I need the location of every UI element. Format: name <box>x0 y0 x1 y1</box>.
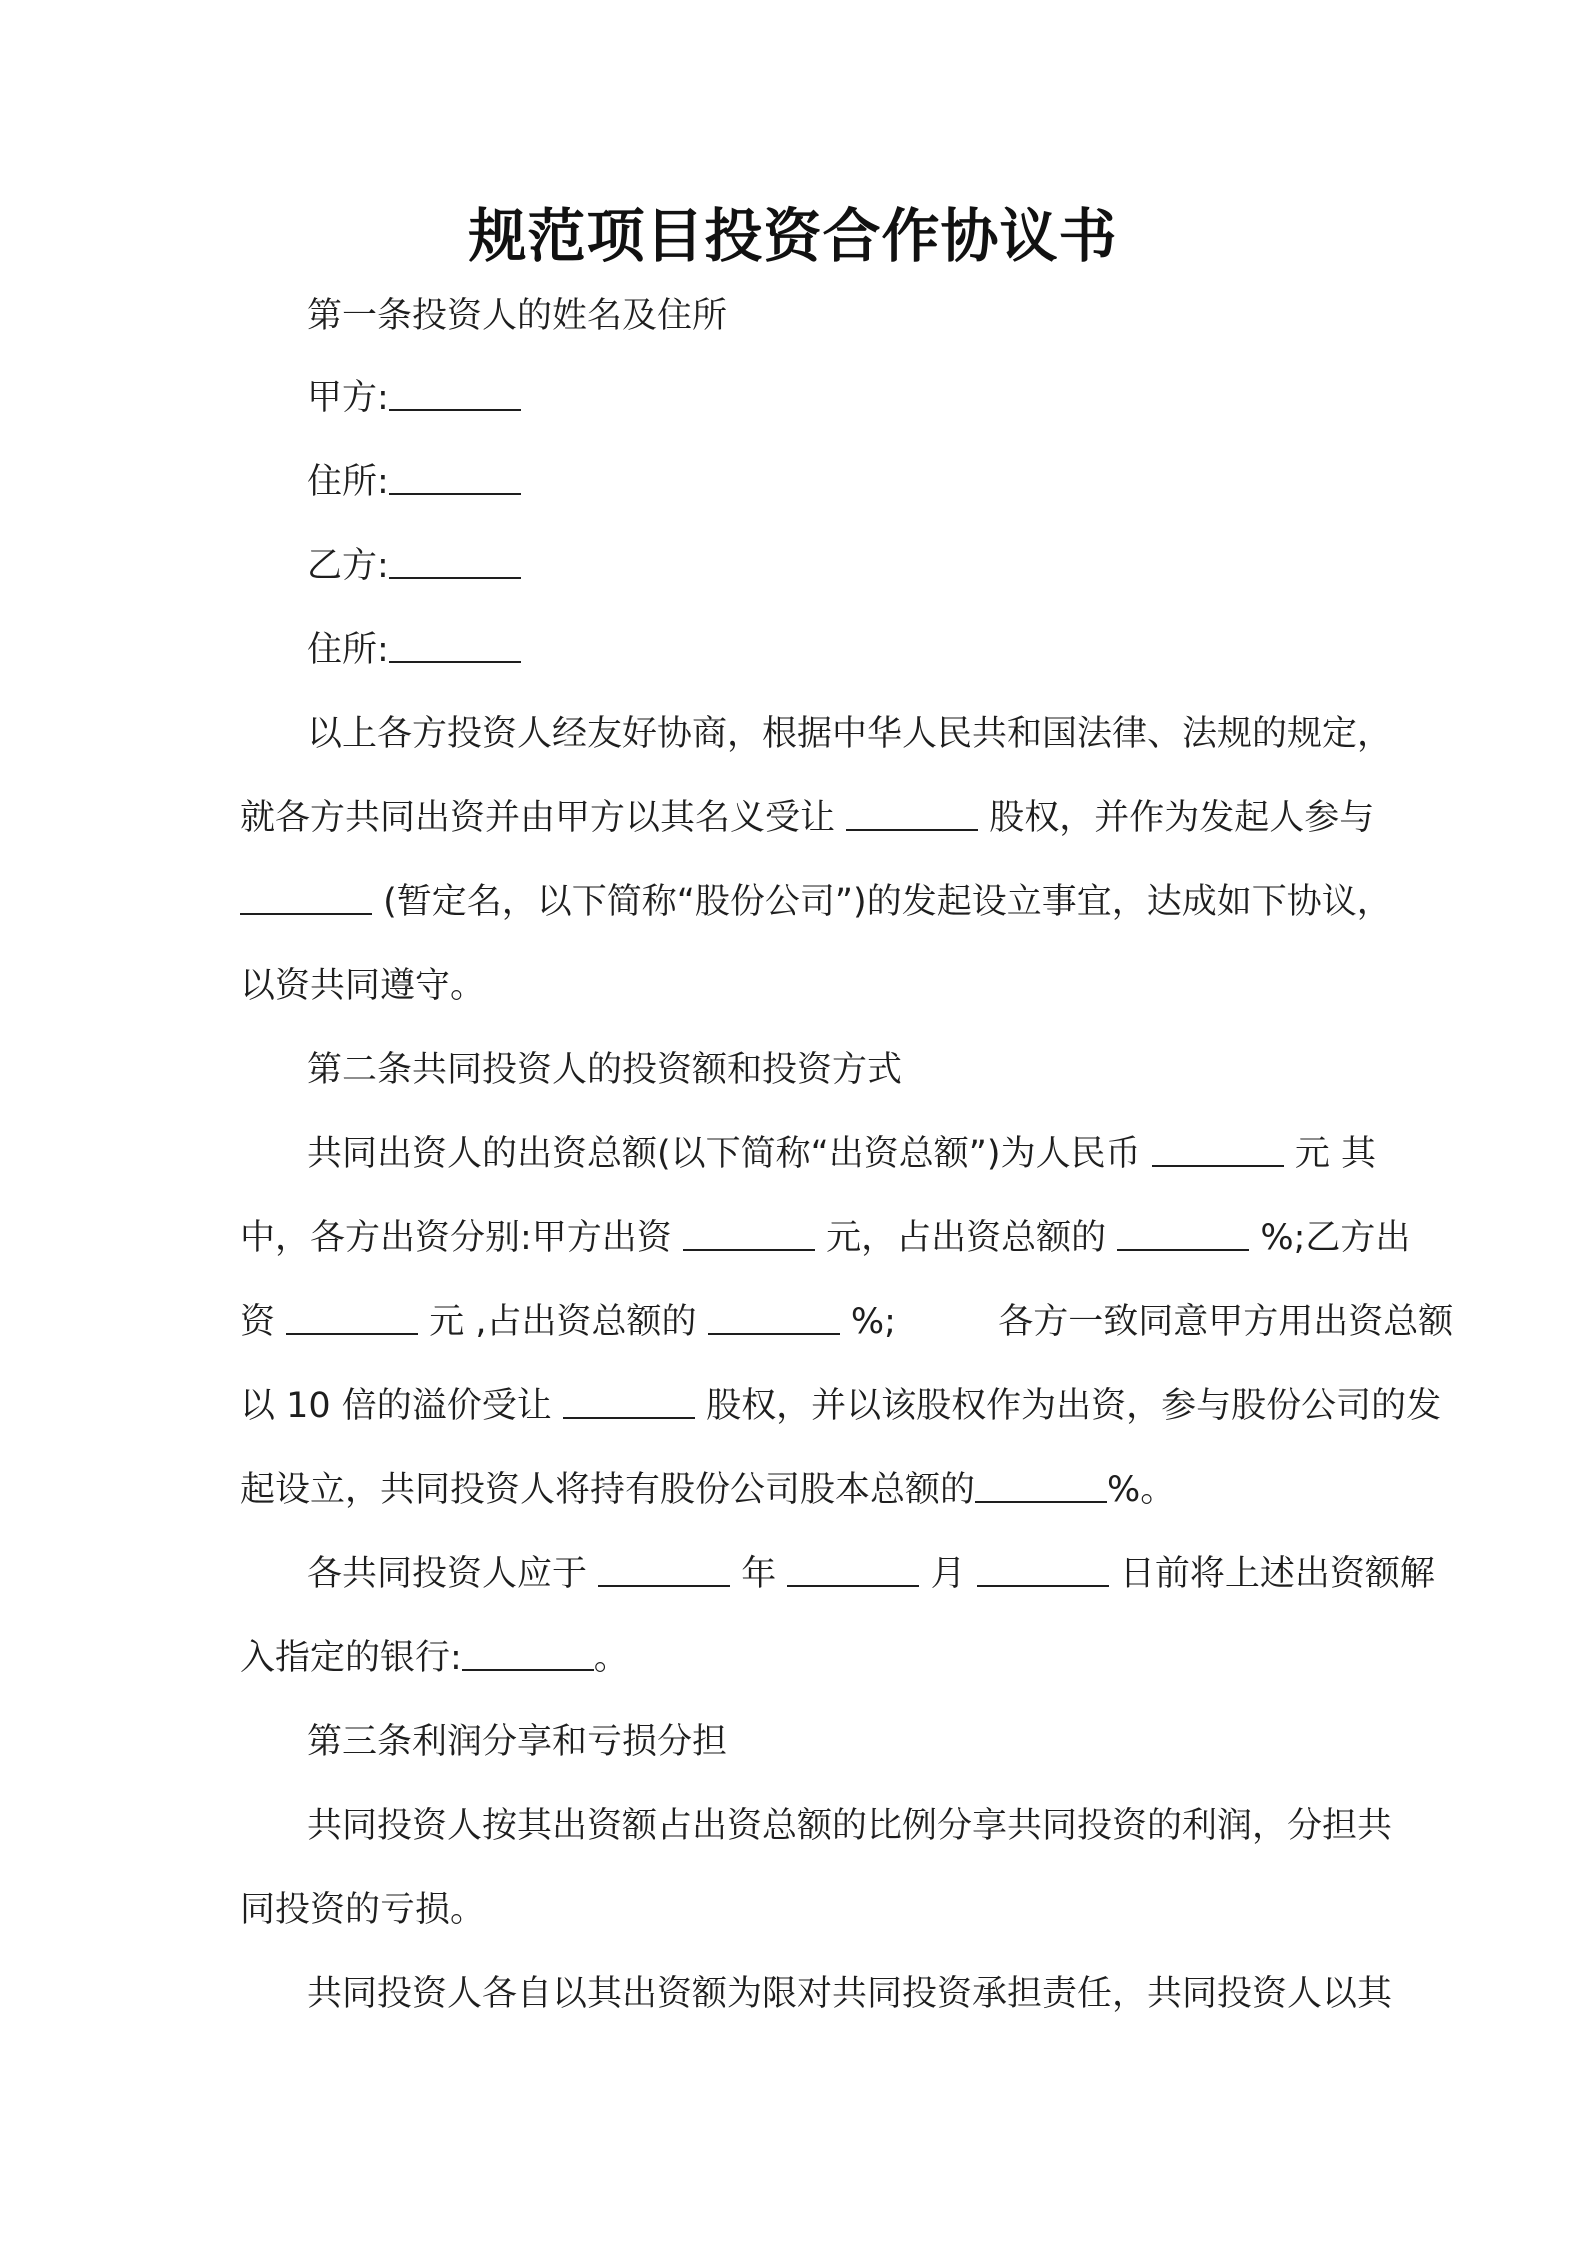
intro-line-2 <box>240 776 1375 860</box>
party-b-blank <box>389 547 521 579</box>
share-percent-blank <box>975 1471 1107 1503</box>
intro-text: (暂定名，以下简称“股份公司”)的发起设立事宜，达成如下协议， <box>383 882 1392 922</box>
day-blank <box>977 1555 1109 1587</box>
year-blank <box>598 1555 730 1587</box>
article2-text: 各方一致同意甲方用出资总额 <box>998 1302 1454 1342</box>
address-a-field <box>307 440 1357 524</box>
party-b-label: 乙方: <box>307 546 389 586</box>
article3-line-1: 共同投资人按其出资额占出资总额的比例分享共同投资的利润，分担共 <box>307 1806 1393 1846</box>
article3-heading: 第三条利润分享和亏损分担 <box>307 1722 728 1762</box>
party-a-amount-blank <box>683 1219 815 1251</box>
intro-text: 就各方共同出资并由甲方以其名义受让 <box>240 798 836 838</box>
article2-text: 资 <box>240 1302 276 1342</box>
article2-text: 以 10 倍的溢价受让 <box>240 1386 552 1426</box>
article2-text: %; <box>850 1302 896 1342</box>
party-b-amount-blank <box>286 1303 418 1335</box>
article2-text: 起设立，共同投资人将持有股份公司股本总额的 <box>240 1470 976 1510</box>
intro-line-4: 以资共同遵守。 <box>240 966 486 1006</box>
address-a-blank <box>389 463 521 495</box>
article2-line-4 <box>240 1364 1442 1448</box>
company-name-blank <box>240 883 372 915</box>
party-b-field <box>307 524 1357 608</box>
address-b-blank <box>389 631 521 663</box>
article2-text: 年 <box>741 1554 777 1594</box>
article2-text: 各共同投资人应于 <box>307 1554 588 1594</box>
equity-transfer-blank <box>563 1387 695 1419</box>
article2-text: 中，各方出资分别:甲方出资 <box>240 1218 672 1258</box>
article2-text: 元 ,占出资总额的 <box>429 1302 697 1342</box>
article2-line-7 <box>240 1616 1356 1700</box>
party-a-percent-blank <box>1117 1219 1249 1251</box>
equity-target-blank <box>846 799 978 831</box>
party-a-field <box>307 356 1357 440</box>
intro-text: 股权，并作为发起人参与 <box>989 798 1375 838</box>
article2-text: 共同出资人的出资总额(以下简称“出资总额”)为人民币 <box>307 1134 1141 1174</box>
address-b-field <box>307 608 1357 692</box>
party-b-percent-blank <box>708 1303 840 1335</box>
intro-line-1: 以上各方投资人经友好协商，根据中华人民共和国法律、法规的规定， <box>307 714 1393 754</box>
article2-text: %;乙方出 <box>1260 1218 1411 1258</box>
article1-heading: 第一条投资人的姓名及住所 <box>307 296 728 336</box>
article2-text: 元，占出资总额的 <box>826 1218 1107 1258</box>
article2-text: 日前将上述出资额解 <box>1119 1554 1435 1594</box>
article2-line-2 <box>240 1196 1411 1280</box>
article2-text: %。 <box>1107 1470 1176 1510</box>
address-a-label: 住所: <box>307 462 389 502</box>
article2-text: 入指定的银行: <box>240 1638 462 1678</box>
bank-blank <box>462 1639 594 1671</box>
address-b-label: 住所: <box>307 630 389 670</box>
article2-text: 元 其 <box>1294 1134 1376 1174</box>
article2-text: 月 <box>930 1554 966 1594</box>
month-blank <box>787 1555 919 1587</box>
article3-line-2: 同投资的亏损。 <box>240 1890 486 1930</box>
article2-line-1 <box>307 1112 1376 1196</box>
party-a-blank <box>389 379 521 411</box>
article2-text: 股权，并以该股权作为出资，参与股份公司的发 <box>706 1386 1442 1426</box>
total-amount-blank <box>1152 1135 1284 1167</box>
article3-line-3: 共同投资人各自以其出资额为限对共同投资承担责任，共同投资人以其 <box>307 1974 1393 2014</box>
article2-heading: 第二条共同投资人的投资额和投资方式 <box>307 1050 903 1090</box>
article2-line-6 <box>307 1532 1435 1616</box>
article2-text: 。 <box>593 1638 629 1678</box>
article2-line-3 <box>240 1280 1454 1364</box>
document-title: 规范项目投资合作协议书 <box>468 202 1118 270</box>
intro-line-3 <box>240 860 1392 944</box>
article2-line-5 <box>240 1448 1356 1532</box>
party-a-label: 甲方: <box>307 378 389 418</box>
